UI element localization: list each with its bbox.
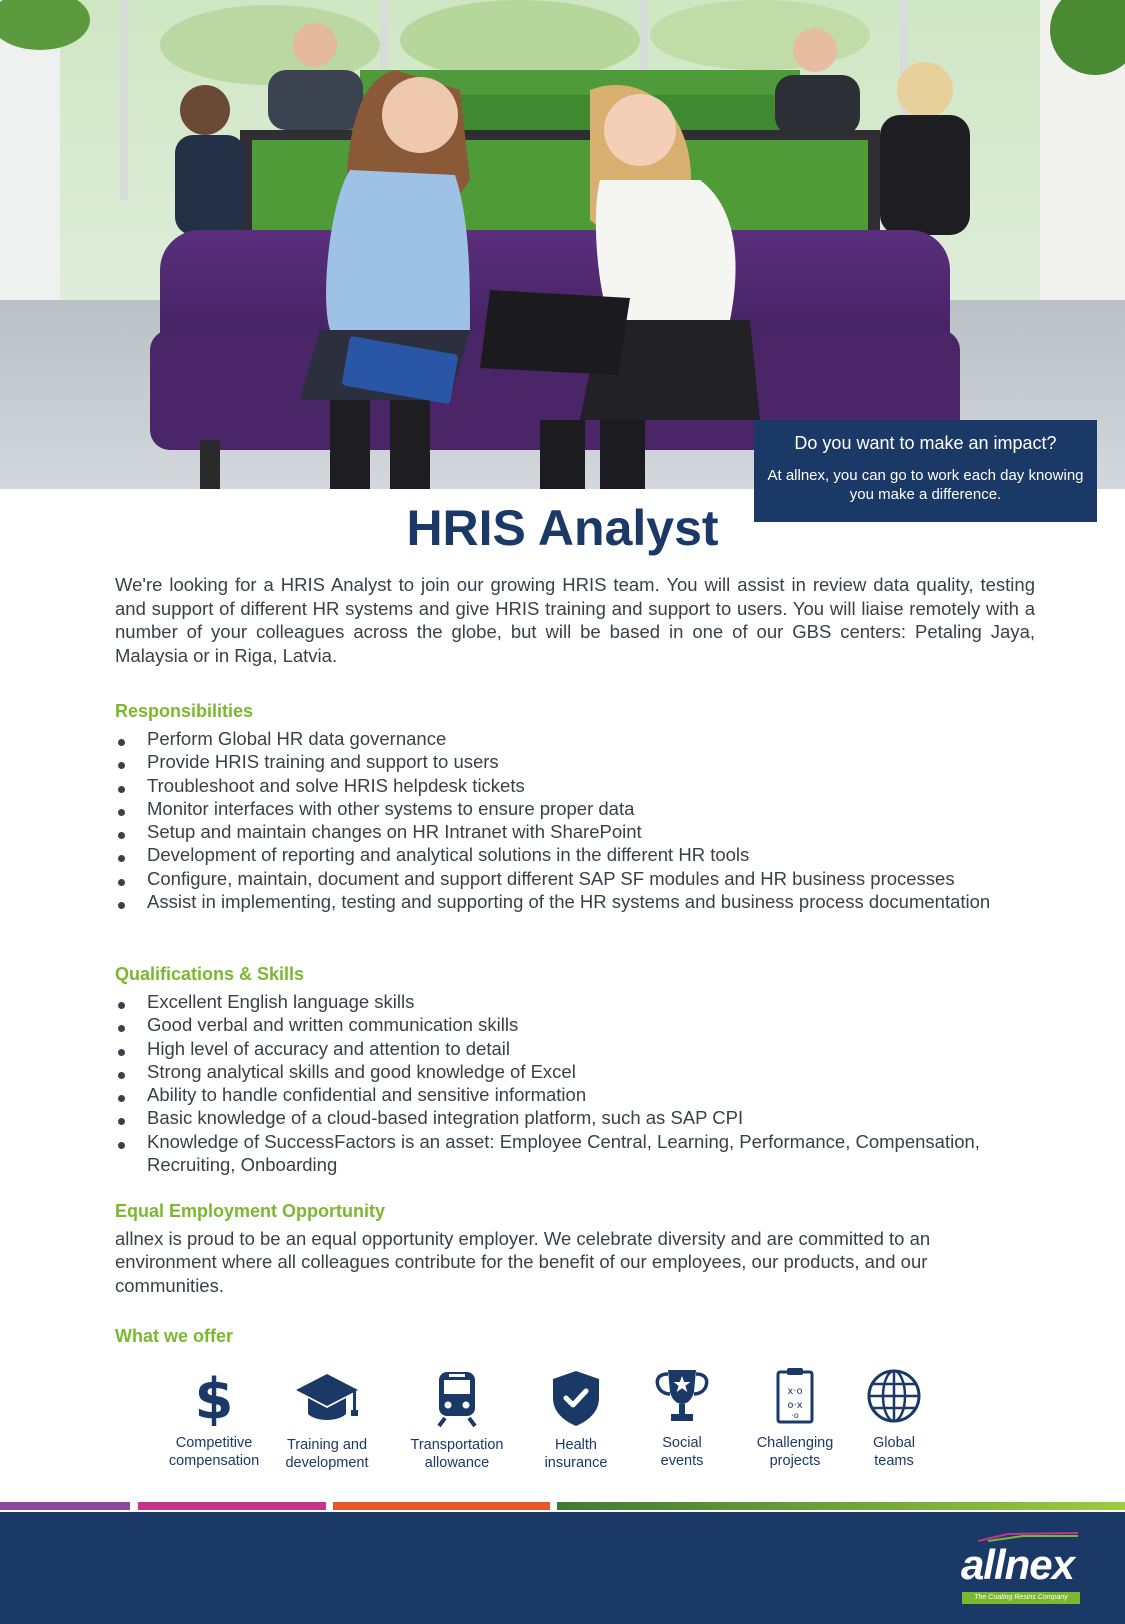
offer-label: Global teams <box>873 1435 915 1469</box>
responsibilities-heading: Responsibilities <box>115 701 254 721</box>
svg-text:·o: ·o <box>791 1411 799 1420</box>
stripe-orange <box>333 1502 550 1510</box>
job-title: HRIS Analyst <box>406 500 719 556</box>
offer-item-social <box>617 1366 747 1470</box>
offer-label: Social events <box>660 1435 704 1469</box>
impact-text: At allnex, you can go to work each day knowing you make a difference. <box>767 467 1084 503</box>
offer-label: Transportation allowance <box>410 1437 504 1471</box>
logo-wordmark: allnex <box>960 1541 1075 1588</box>
list-item: Good verbal and written communication skills <box>115 1013 1015 1036</box>
shield-check-icon <box>546 1368 606 1428</box>
list-item: Monitor interfaces with other systems to ensure proper data <box>115 797 1055 820</box>
list-item: Assist in implementing, testing and supporting of the HR systems and business process documentation <box>115 890 1055 913</box>
svg-text:$: $ <box>194 1367 234 1426</box>
allnex-logo <box>950 1540 1085 1610</box>
list-item: Basic knowledge of a cloud-based integration platform, such as SAP CPI <box>115 1106 1015 1129</box>
eeo-text: allnex is proud to be an equal opportunity employer. We celebrate diversity and are committed to an environment where all colleagues contribute for the benefit of our employees, our products, and our communities. <box>115 1228 931 1296</box>
offer-item-global <box>829 1366 959 1470</box>
qualifications-list <box>115 990 1015 1176</box>
responsibilities-list <box>115 727 1055 913</box>
train-icon <box>427 1368 487 1428</box>
offer-item-training <box>262 1368 392 1472</box>
offer-label: Competitive compensation <box>168 1435 260 1469</box>
stripe-green <box>557 1502 1125 1510</box>
list-item: Setup and maintain changes on HR Intranet with SharePoint <box>115 820 1055 843</box>
qualifications-heading: Qualifications & Skills <box>115 964 305 984</box>
dollar-icon <box>184 1366 244 1426</box>
offer-item-compensation <box>149 1366 279 1470</box>
svg-text:x·o: x·o <box>787 1386 803 1397</box>
stripe-magenta <box>138 1502 326 1510</box>
list-item: Strong analytical skills and good knowledge of Excel <box>115 1060 1015 1083</box>
globe-icon <box>864 1366 924 1426</box>
graduation-cap-icon <box>294 1368 360 1428</box>
offer-label: Challenging projects <box>756 1435 834 1469</box>
svg-text:o·x: o·x <box>787 1400 803 1411</box>
list-item: Perform Global HR data governance <box>115 727 1055 750</box>
clipboard-strategy-icon <box>765 1366 825 1426</box>
offer-label: Training and development <box>285 1437 369 1471</box>
list-item: Configure, maintain, document and support different SAP SF modules and HR business processes <box>115 867 1055 890</box>
office-scene-illustration <box>0 0 1125 489</box>
logo-tagline: The Coating Resins Company <box>962 1592 1080 1604</box>
impact-title: Do you want to make an impact? <box>794 433 1057 453</box>
list-item: Provide HRIS training and support to users <box>115 750 1055 773</box>
offer-heading: What we offer <box>115 1326 234 1346</box>
list-item: Knowledge of SuccessFactors is an asset: Employee Central, Learning, Performance, Compensation, Recruiting, Onboarding <box>115 1130 1015 1177</box>
eeo-heading: Equal Employment Opportunity <box>115 1201 386 1221</box>
list-item: Troubleshoot and solve HRIS helpdesk tickets <box>115 774 1055 797</box>
offer-item-transportation <box>392 1368 522 1472</box>
offer-label: Health insurance <box>544 1437 608 1471</box>
job-intro: We're looking for a HRIS Analyst to join our growing HRIS team. You will assist in review data quality, testing and support of different HR systems and give HRIS training and support to users. You will liaise remotely with a number of your colleagues across the globe, but will be based in one of our GBS centers: Petaling Jaya, Malaysia or in Riga, Latvia. <box>115 574 1035 666</box>
list-item: High level of accuracy and attention to detail <box>115 1037 1015 1060</box>
trophy-icon <box>652 1366 712 1426</box>
stripe-purple <box>0 1502 130 1510</box>
list-item: Development of reporting and analytical solutions in the different HR tools <box>115 843 1055 866</box>
list-item: Excellent English language skills <box>115 990 1015 1013</box>
list-item: Ability to handle confidential and sensitive information <box>115 1083 1015 1106</box>
hero-photo <box>0 0 1125 489</box>
